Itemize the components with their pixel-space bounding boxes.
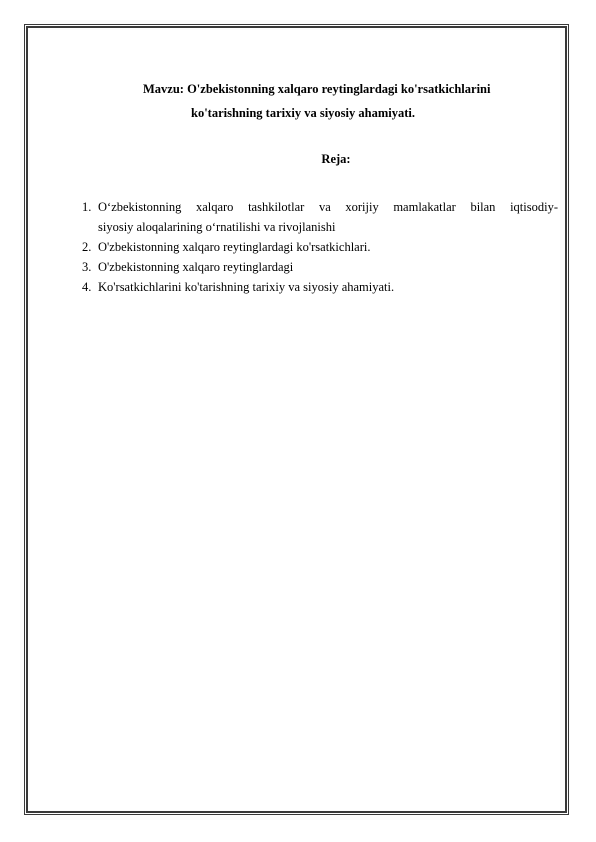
title-line-2: ko'tarishning tarixiy va siyosiy ahamiyati. — [191, 106, 415, 120]
title-line-1: Mavzu: O'zbekistonning xalqaro reytinglardagi ko'rsatkichlarini — [143, 82, 491, 96]
plan-item-number: 4. — [82, 280, 92, 294]
plan-item-text: O'zbekistonning xalqaro reytinglardagi ko'rsatkichlari. — [98, 240, 371, 254]
page-border — [24, 24, 569, 815]
plan-item-text: O'zbekistonning xalqaro reytinglardagi — [98, 260, 294, 274]
plan-item-number: 3. — [82, 260, 92, 274]
plan-item-text: Ko'rsatkichlarini ko'tarishning tarixiy va siyosiy ahamiyati. — [98, 280, 395, 294]
plan-item — [64, 257, 558, 277]
plan-item-text-line-1: O‘zbekistonning xalqaro tashkilotlar va xorijiy mamlakatlar bilan iqtisodiy- — [98, 200, 558, 214]
plan-item-text-line-2: siyosiy aloqalarining o‘rnatilishi va rivojlanishi — [98, 220, 336, 234]
plan-item-number: 2. — [82, 240, 92, 254]
plan-item-number: 1. — [82, 200, 92, 214]
plan-item — [64, 277, 558, 297]
plan-list — [64, 197, 558, 297]
plan-item — [64, 237, 558, 257]
plan-item — [64, 197, 558, 237]
plan-heading: Reja: — [321, 152, 351, 166]
